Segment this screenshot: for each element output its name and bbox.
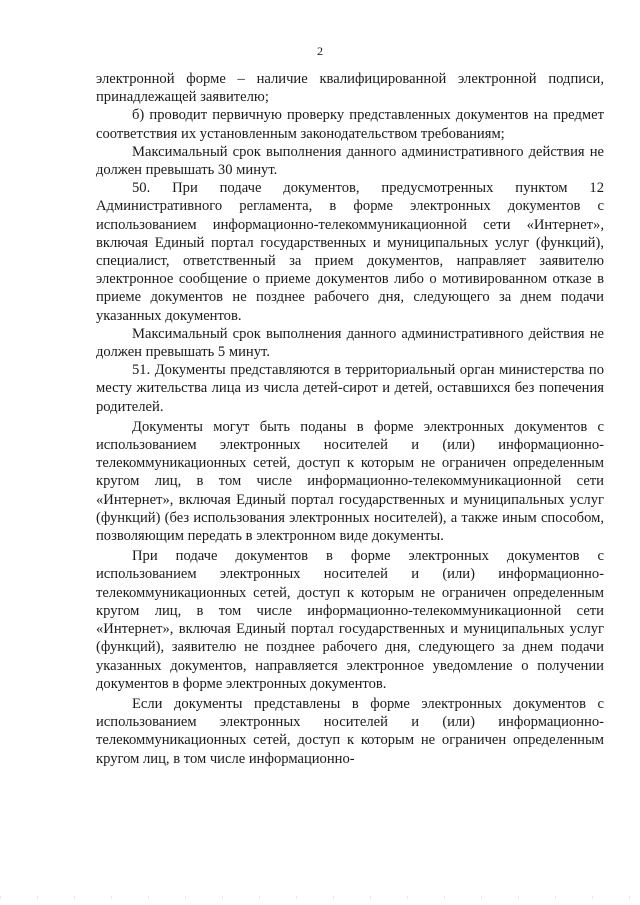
document-body <box>96 70 604 768</box>
page-number: 2 <box>317 44 323 58</box>
paragraph-continuation: электронной форме – наличие квалифицированной электронной подписи, принадлежащей заявителю; <box>96 71 604 106</box>
paragraph-electronic-notification: При подаче документов в форме электронных документов с использованием электронных носителей и (или) информационно-телекоммуникационных сетей, доступ к которым не ограничен определенным кругом лиц, в том числе информационно-телекоммуникационной сети «Интернет», включая Единый портал государственных и муниципальных услуг (функций), заявителю не позднее рабочего дня, следующего за днем подачи указанных документов, направляется электронное уведомление о получении документов в форме электронных документов. <box>96 548 604 692</box>
paragraph-if-electronic: Если документы представлены в форме электронных документов с использованием электронных носителей и (или) информационно-телекоммуникационных сетей, доступ к которым не ограничен определенным кругом лиц, в том числе информационно- <box>96 695 604 767</box>
scan-artifact-line <box>0 896 640 899</box>
paragraph-item-b: б) проводит первичную проверку представленных документов на предмет соответствия их установленным законодательством требованиям; <box>96 107 604 142</box>
paragraph-51: 51. Документы представляются в территориальный орган министерства по месту жительства лица из числа детей-сирот и детей, оставшихся без попечения родителей. <box>96 362 604 415</box>
paragraph-50: 50. При подаче документов, предусмотренных пунктом 12 Административного регламента, в форме электронных документов с использованием информационно-телекоммуникационной сети «Интернет», включая Единый портал государственных и муниципальных услуг (функций), специалист, ответственный за прием документов, направляет заявителю электронное сообщение о приеме документов либо о мотивированном отказе в приеме документов не позднее рабочего дня, следующего за днем подачи указанных документов. <box>96 180 604 324</box>
paragraph-max-time-5: Максимальный срок выполнения данного административного действия не должен превышать 5 минут. <box>96 325 604 361</box>
paragraph-max-time-30: Максимальный срок выполнения данного административного действия не должен превышать 30 минут. <box>96 143 604 179</box>
paragraph-electronic-submission: Документы могут быть поданы в форме электронных документов с использованием электронных носителей и (или) информационно-телекоммуникационных сетей, доступ к которым не ограничен определенным кругом лиц, в том числе информационно-телекоммуникационной сети «Интернет», включая Единый портал государственных и муниципальных услуг (функций) (без использования электронных носителей), а также иным способом, позволяющим передать в электронном виде документы. <box>96 418 604 545</box>
